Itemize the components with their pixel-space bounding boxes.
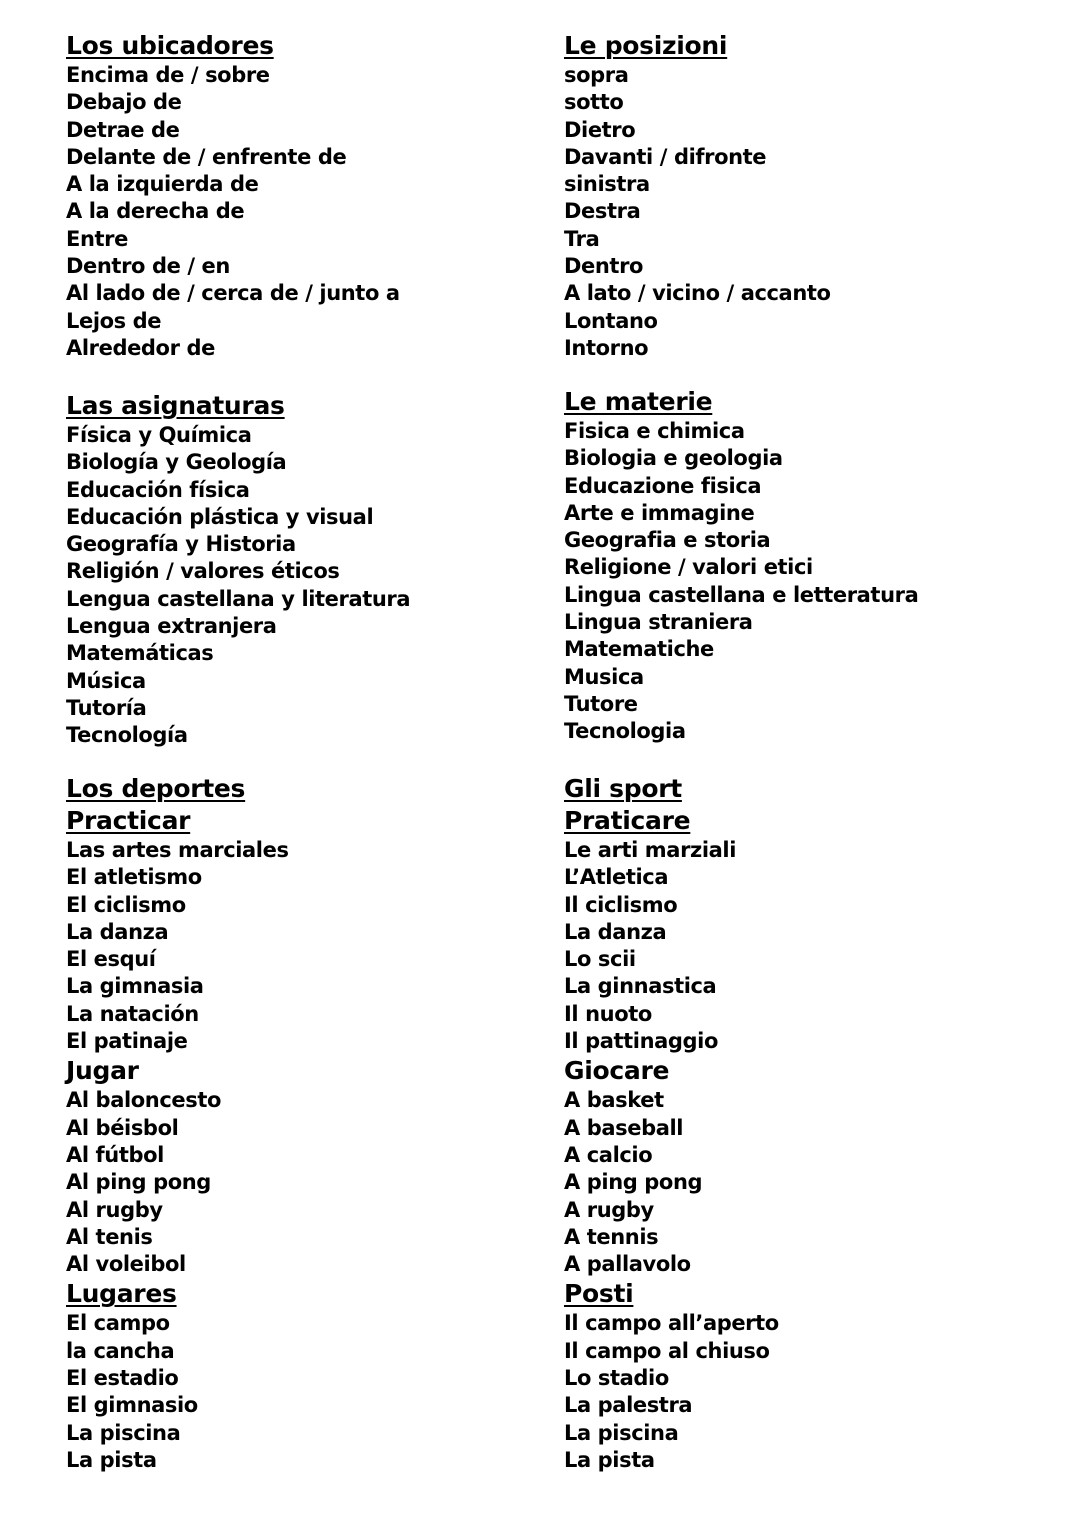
list-item: La danza	[66, 919, 169, 944]
section-heading: Le posizioni	[564, 31, 728, 60]
list-item: Biología y Geología	[66, 450, 287, 475]
list-item: Lejos de	[66, 308, 162, 333]
list-item: Religión / valores éticos	[66, 559, 340, 584]
list-item: Tutore	[564, 691, 638, 716]
list-item: La palestra	[564, 1393, 693, 1418]
list-item: Il nuoto	[564, 1001, 652, 1026]
list-item: A tennis	[564, 1224, 659, 1249]
list-item: Tutoría	[66, 695, 147, 720]
subsection-heading: Praticare	[564, 806, 691, 835]
list-item: Lingua straniera	[564, 610, 753, 635]
list-item: Al ping pong	[66, 1170, 211, 1195]
list-item: A pallavolo	[564, 1252, 691, 1277]
list-item: El estadio	[66, 1366, 179, 1391]
subsection-heading: Posti	[564, 1279, 634, 1309]
list-item: Destra	[564, 199, 641, 224]
list-item: La pista	[66, 1447, 157, 1472]
list-item: Alrededor de	[66, 335, 215, 360]
list-item: Lengua extranjera	[66, 614, 277, 639]
list-item: A baseball	[564, 1115, 684, 1140]
list-item: La pista	[564, 1447, 655, 1472]
list-item: Al lado de / cerca de / junto a	[66, 281, 400, 306]
list-item: Biologia e geologia	[564, 446, 783, 471]
subsection-heading: Giocare	[564, 1056, 670, 1086]
list-item: Lontano	[564, 308, 658, 333]
list-item: Le arti marziali	[564, 838, 737, 862]
section-heading: Los deportes	[66, 774, 246, 803]
list-item: A basket	[564, 1088, 664, 1113]
list-item: Física y Química	[66, 423, 252, 447]
materie-section	[564, 386, 1044, 746]
list-item: El atletismo	[66, 865, 202, 890]
list-item: Música	[66, 668, 146, 693]
ubicadores-section	[66, 30, 546, 362]
section-heading: Los ubicadores	[66, 31, 274, 60]
deportes-section	[66, 773, 546, 1474]
list-item: La gimnasia	[66, 974, 204, 999]
asignaturas-section	[66, 390, 546, 750]
sport-section	[564, 773, 1044, 1474]
list-item: Dietro	[564, 117, 636, 142]
list-item: Intorno	[564, 335, 649, 360]
list-item: A ping pong	[564, 1170, 703, 1195]
list-item: Al béisbol	[66, 1115, 179, 1140]
list-item: A la derecha de	[66, 199, 245, 224]
list-item: Matemáticas	[66, 641, 214, 666]
section-heading: Gli sport	[564, 774, 682, 803]
subsection-heading: Jugar	[66, 1056, 139, 1086]
list-item: A calcio	[564, 1142, 653, 1167]
list-item: Tecnología	[66, 723, 188, 748]
list-item: L’Atletica	[564, 865, 669, 890]
list-item: Musica	[564, 664, 644, 689]
list-item: Tra	[564, 226, 600, 251]
list-item: Religione / valori etici	[564, 555, 813, 580]
list-item: Educación plástica y visual	[66, 504, 374, 529]
list-item: A la izquierda de	[66, 172, 259, 197]
list-item: Il campo al chiuso	[564, 1338, 770, 1363]
list-item: A lato / vicino / accanto	[564, 281, 831, 306]
list-item: El campo	[66, 1311, 170, 1336]
list-item: Matematiche	[564, 637, 714, 662]
list-item: La piscina	[564, 1420, 679, 1445]
list-item: El ciclismo	[66, 892, 186, 917]
list-item: Lo scii	[564, 947, 636, 972]
list-item: la cancha	[66, 1338, 175, 1363]
list-item: Dentro	[564, 254, 644, 279]
subsection-heading: Practicar	[66, 806, 191, 835]
list-item: A rugby	[564, 1197, 654, 1222]
list-item: Lengua castellana y literatura	[66, 586, 411, 611]
list-item: Arte e immagine	[564, 500, 755, 525]
list-item: Las artes marciales	[66, 838, 289, 862]
list-item: Detrae de	[66, 117, 180, 142]
list-item: Il pattinaggio	[564, 1029, 719, 1054]
list-item: Encima de / sobre	[66, 63, 270, 87]
list-item: Il ciclismo	[564, 892, 678, 917]
section-heading: Las asignaturas	[66, 391, 285, 420]
list-item: La ginnastica	[564, 974, 717, 999]
section-heading: Le materie	[564, 387, 713, 416]
list-item: El patinaje	[66, 1029, 188, 1054]
list-item: La danza	[564, 919, 667, 944]
list-item: El gimnasio	[66, 1393, 198, 1418]
posizioni-section	[564, 30, 1044, 362]
list-item: Al voleibol	[66, 1252, 186, 1277]
list-item: Geografia e storia	[564, 528, 771, 553]
list-item: Al rugby	[66, 1197, 163, 1222]
list-item: Al baloncesto	[66, 1088, 221, 1113]
list-item: Fisica e chimica	[564, 419, 745, 443]
list-item: Entre	[66, 226, 128, 251]
list-item: El esquí	[66, 947, 156, 972]
list-item: Delante de / enfrente de	[66, 144, 347, 169]
list-item: Al fútbol	[66, 1142, 164, 1167]
list-item: Lo stadio	[564, 1366, 669, 1391]
list-item: Educazione fisica	[564, 473, 762, 498]
list-item: Geografía y Historia	[66, 532, 296, 557]
list-item: Debajo de	[66, 90, 182, 115]
list-item: Tecnologia	[564, 719, 686, 744]
subsection-heading: Lugares	[66, 1279, 177, 1309]
list-item: sotto	[564, 90, 624, 115]
list-item: Dentro de / en	[66, 254, 230, 279]
list-item: sinistra	[564, 172, 650, 197]
list-item: sopra	[564, 63, 629, 87]
list-item: Il campo all’aperto	[564, 1311, 779, 1336]
list-item: Al tenis	[66, 1224, 153, 1249]
list-item: La piscina	[66, 1420, 181, 1445]
list-item: Davanti / difronte	[564, 144, 767, 169]
list-item: Lingua castellana e letteratura	[564, 582, 919, 607]
list-item: Educación física	[66, 477, 250, 502]
list-item: La natación	[66, 1001, 199, 1026]
